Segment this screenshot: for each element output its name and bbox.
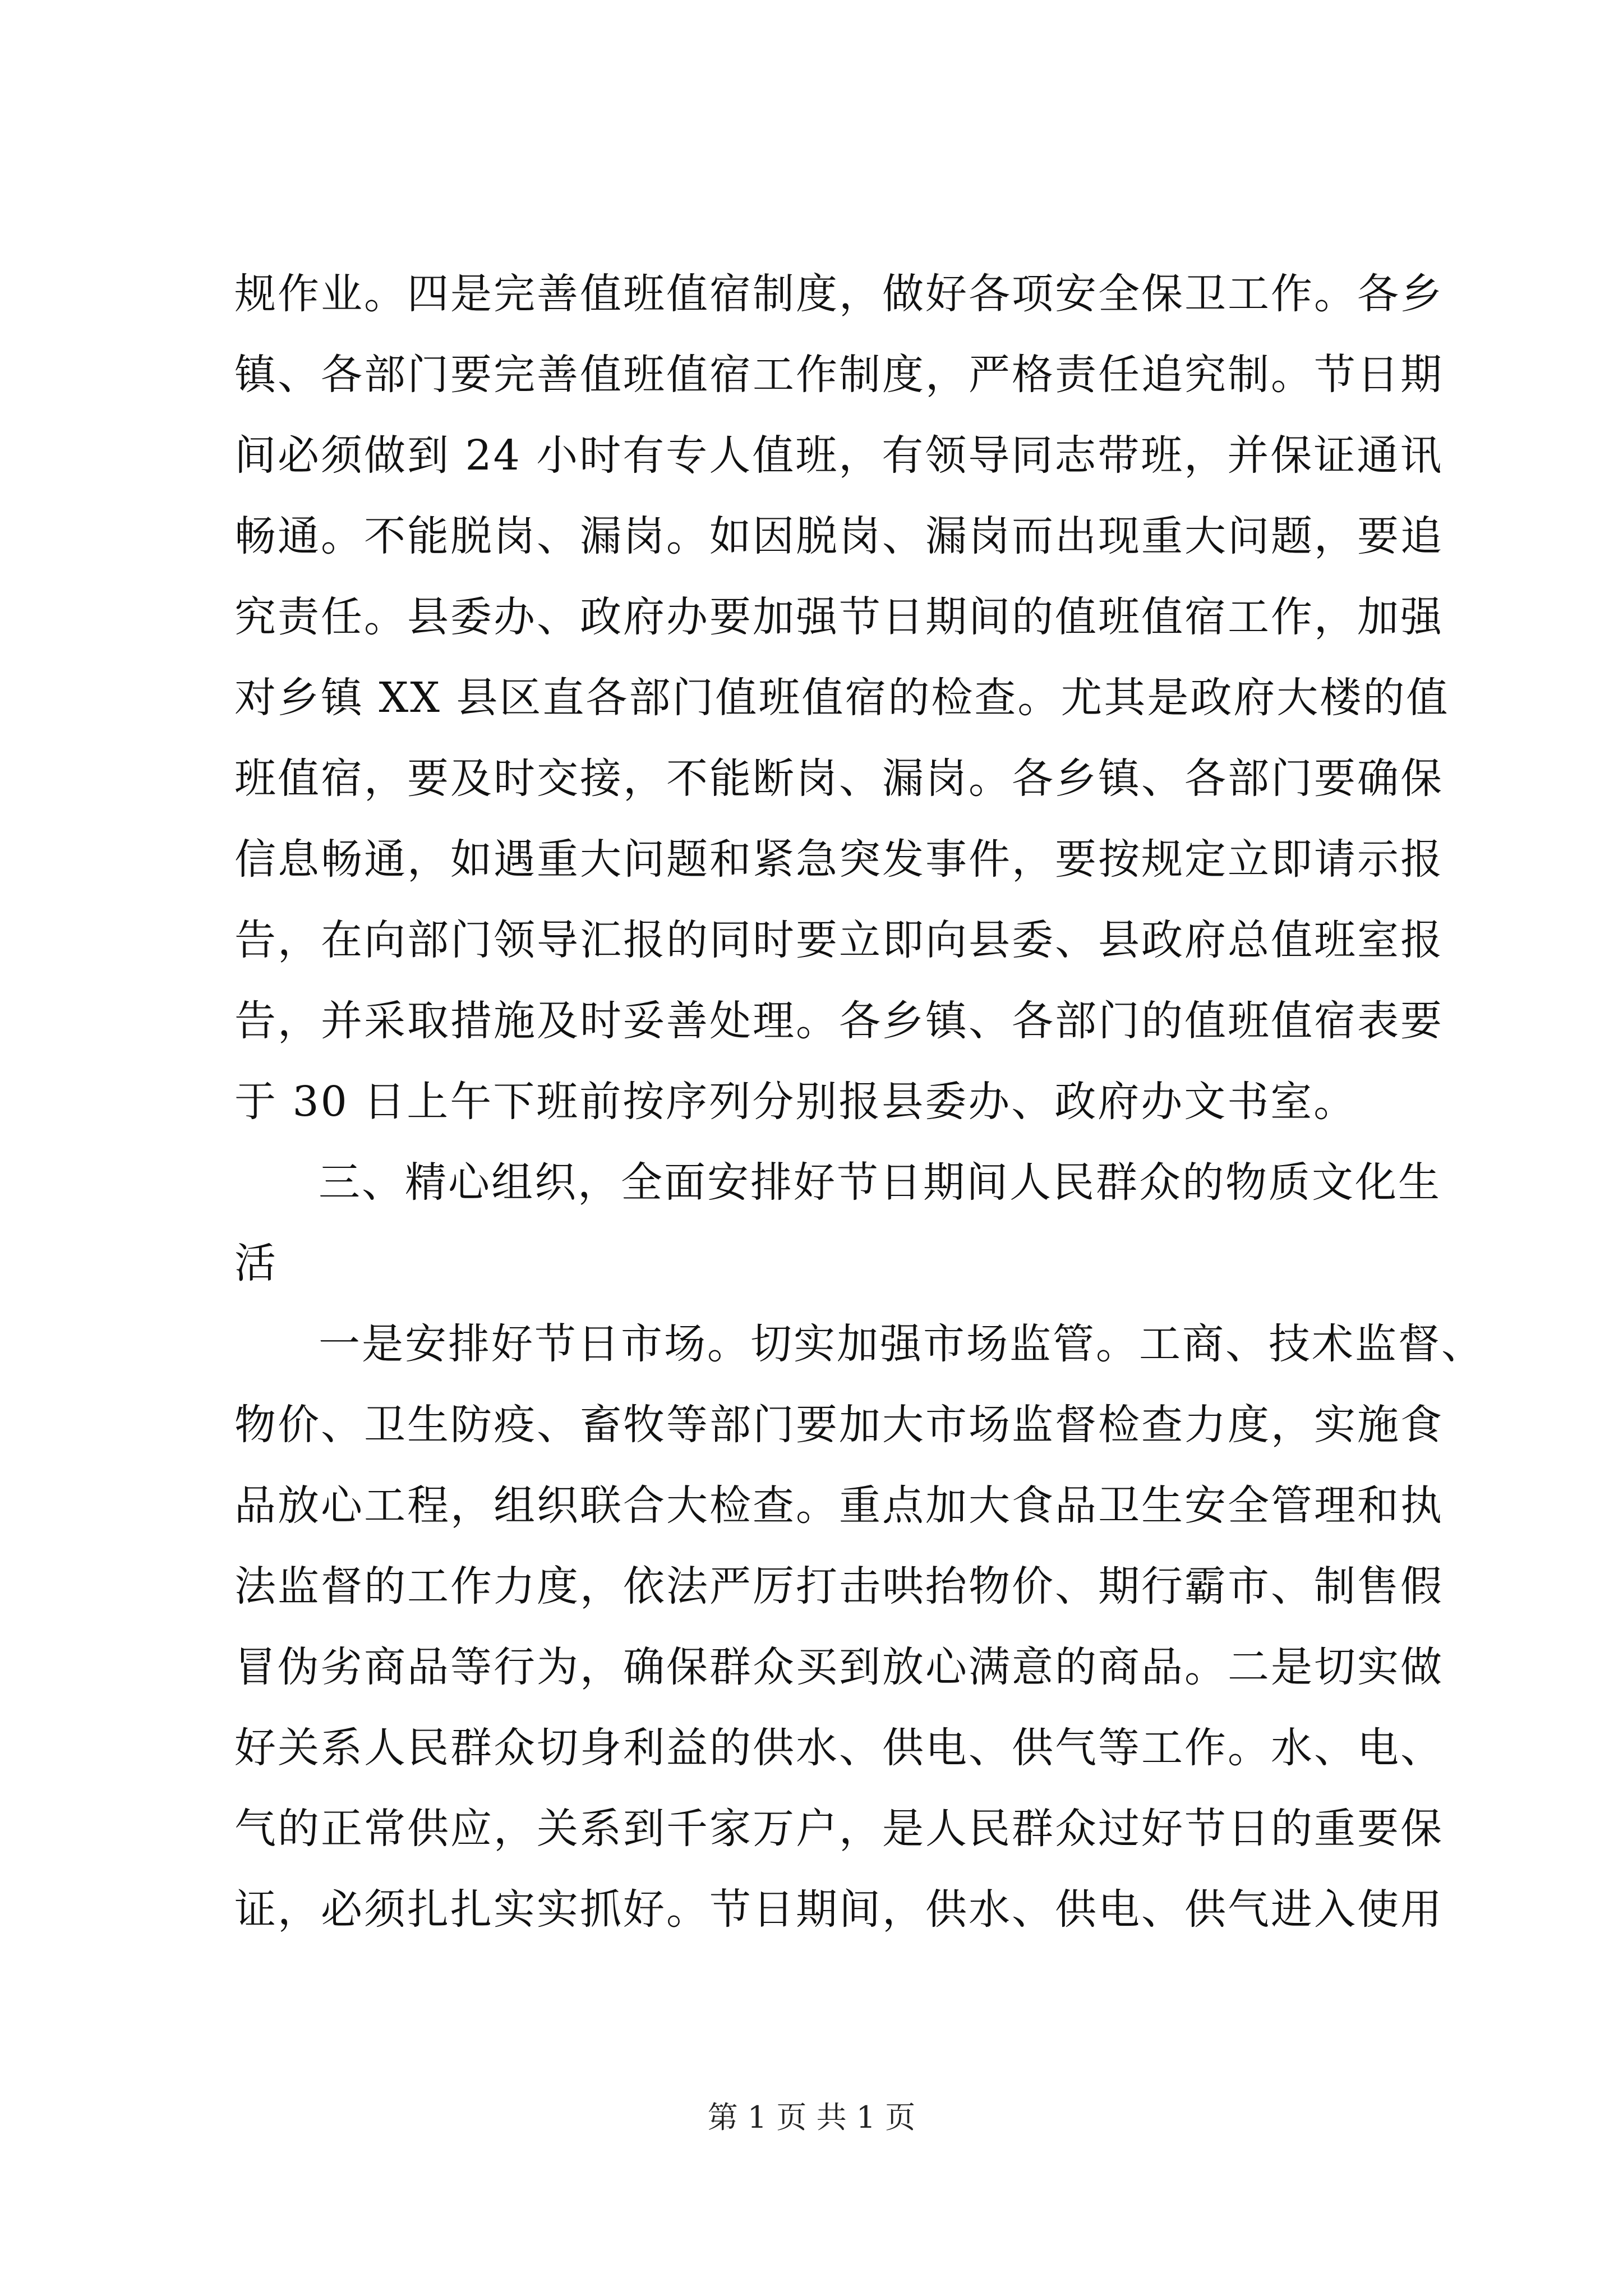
document-body bbox=[234, 254, 1484, 1950]
text-line: 告，在向部门领导汇报的同时要立即向县委、县政府总值班室报 bbox=[234, 916, 1444, 964]
section-heading: 三、精心组织，全面安排好节日期间人民群众的物质文化生 bbox=[319, 1158, 1441, 1207]
text-line: 究责任。县委办、政府办要加强节日期间的值班值宿工作，加强 bbox=[234, 593, 1444, 641]
text-line: 品放心工程，组织联合大检查。重点加大食品卫生安全管理和执 bbox=[234, 1481, 1444, 1530]
paragraph-start: 一是安排好节日市场。切实加强市场监管。工商、技术监督、 bbox=[319, 1320, 1484, 1368]
text-line: 对乡镇 XX 县区直各部门值班值宿的检查。尤其是政府大楼的值 bbox=[234, 674, 1450, 722]
text-line: 冒伪劣商品等行为，确保群众买到放心满意的商品。二是切实做 bbox=[234, 1643, 1444, 1691]
text-line: 规作业。四是完善值班值宿制度，做好各项安全保卫工作。各乡 bbox=[234, 270, 1444, 318]
text-line: 间必须做到 24 小时有专人值班，有领导同志带班，并保证通讯 bbox=[234, 431, 1444, 480]
text-line: 气的正常供应，关系到千家万户，是人民群众过好节日的重要保 bbox=[234, 1805, 1444, 1853]
text-line: 好关系人民群众切身利益的供水、供电、供气等工作。水、电、 bbox=[234, 1724, 1444, 1772]
text-line: 告，并采取措施及时妥善处理。各乡镇、各部门的值班值宿表要 bbox=[234, 997, 1444, 1045]
text-line: 法监督的工作力度，依法严厉打击哄抬物价、期行霸市、制售假 bbox=[234, 1562, 1444, 1611]
text-line: 镇、各部门要完善值班值宿工作制度，严格责任追究制。节日期 bbox=[234, 351, 1444, 399]
text-line: 证，必须扎扎实实抓好。节日期间，供水、供电、供气进入使用 bbox=[234, 1885, 1444, 1934]
text-line: 班值宿，要及时交接，不能断岗、漏岗。各乡镇、各部门要确保 bbox=[234, 754, 1444, 803]
text-line: 物价、卫生防疫、畜牧等部门要加大市场监督检查力度，实施食 bbox=[234, 1401, 1444, 1449]
page-number-footer: 第 1 页 共 1 页 bbox=[707, 2100, 916, 2135]
text-line: 畅通。不能脱岗、漏岗。如因脱岗、漏岗而出现重大问题，要追 bbox=[234, 512, 1444, 560]
text-line: 信息畅通，如遇重大问题和紧急突发事件，要按规定立即请示报 bbox=[234, 835, 1444, 884]
text-line: 于 30 日上午下班前按序列分别报县委办、政府办文书室。 bbox=[234, 1078, 1357, 1126]
section-heading-continuation: 活 bbox=[234, 1239, 278, 1287]
